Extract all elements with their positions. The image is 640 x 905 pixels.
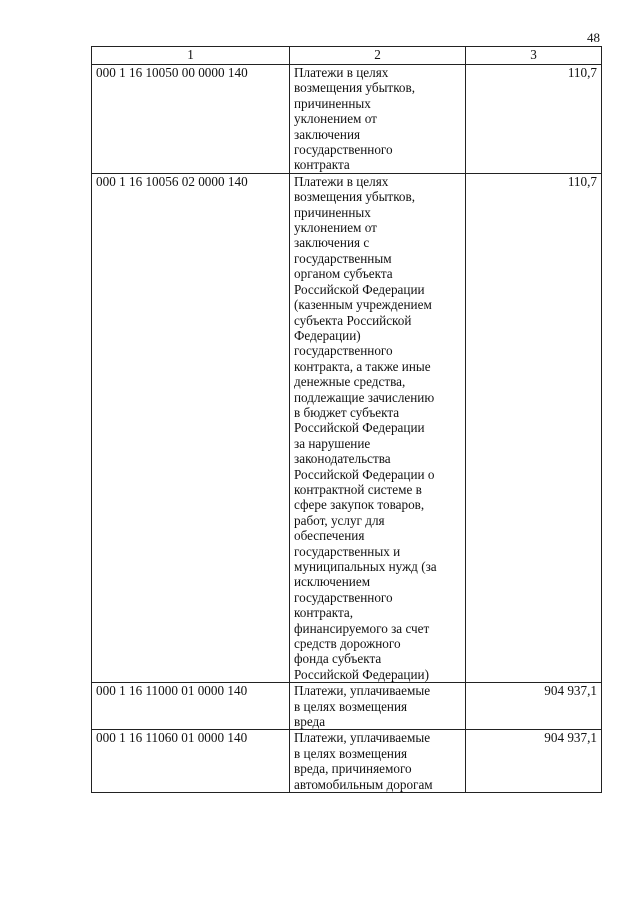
amount-cell: 110,7 xyxy=(466,173,602,682)
revenue-name-line: субъекта Российской xyxy=(294,312,412,328)
page-number: 48 xyxy=(587,30,600,45)
revenue-name-line: финансируемого за счет xyxy=(294,620,430,636)
revenue-name-line: контракта xyxy=(294,157,350,173)
revenue-name-line: возмещения убытков, xyxy=(294,80,416,96)
revenue-name-line: Платежи в целях xyxy=(294,65,389,80)
revenue-name-line: в целях возмещения xyxy=(294,698,408,714)
table-row xyxy=(92,65,602,174)
revenue-name-line: контракта, xyxy=(294,605,354,621)
revenue-name-line: фонда субъекта xyxy=(294,651,382,667)
revenue-name-line: сфере закупок товаров, xyxy=(294,497,425,513)
amount-cell: 904 937,1 xyxy=(466,683,602,730)
budget-revenue-table xyxy=(91,46,602,793)
revenue-name-line: автомобильным дорогам xyxy=(294,776,433,792)
revenue-name-line: денежные средства, xyxy=(294,374,406,390)
column-header-name: 2 xyxy=(290,47,466,65)
revenue-name-line: Платежи, уплачиваемые xyxy=(294,683,431,699)
revenue-name-line: работ, услуг для xyxy=(294,512,385,528)
revenue-name-line: обеспечения xyxy=(294,528,365,544)
amount-cell: 110,7 xyxy=(466,65,602,174)
revenue-name-line: государственного xyxy=(294,142,393,158)
revenue-name-line: вреда, причиняемого xyxy=(294,761,412,777)
table-row xyxy=(92,730,602,793)
revenue-name-line: причиненных xyxy=(294,95,371,111)
revenue-name-line: Российской Федерации xyxy=(294,281,425,297)
revenue-name-line: средств дорожного xyxy=(294,636,401,652)
revenue-name-line: органом субъекта xyxy=(294,266,393,282)
column-header-code: 1 xyxy=(92,47,290,65)
revenue-name-line: исключением xyxy=(294,574,371,590)
revenue-name-line: вреда xyxy=(294,714,326,730)
revenue-name-line: Российской Федерации xyxy=(294,420,425,436)
budget-code-cell: 000 1 16 11000 01 0000 140 xyxy=(92,683,290,730)
revenue-name-cell xyxy=(290,65,466,174)
table-row xyxy=(92,173,602,682)
revenue-name-line: государственных и xyxy=(294,543,401,559)
revenue-name-line: в бюджет субъекта xyxy=(294,404,400,420)
budget-code-cell: 000 1 16 10050 00 0000 140 xyxy=(92,65,290,174)
table-body xyxy=(92,65,602,793)
revenue-name-line: в целях возмещения xyxy=(294,745,408,761)
revenue-name-line: Платежи в целях xyxy=(294,173,389,189)
revenue-name-cell xyxy=(290,683,466,730)
revenue-name-line: государственного xyxy=(294,343,393,359)
amount-cell: 904 937,1 xyxy=(466,730,602,793)
revenue-name-line: заключения с xyxy=(294,235,370,251)
revenue-name-line: заключения xyxy=(294,126,361,142)
revenue-name-cell xyxy=(290,730,466,793)
revenue-name-line: контрактной системе в xyxy=(294,481,422,497)
revenue-name-line: Российской Федерации о xyxy=(294,466,435,482)
revenue-name-line: муниципальных нужд (за xyxy=(294,559,437,574)
column-header-amount: 3 xyxy=(466,47,602,65)
header-row xyxy=(92,47,602,65)
revenue-name-line: Платежи, уплачиваемые xyxy=(294,730,431,746)
revenue-name-line: возмещения убытков, xyxy=(294,189,416,205)
table-row xyxy=(92,683,602,730)
revenue-name-line: государственного xyxy=(294,589,393,605)
revenue-name-cell xyxy=(290,173,466,682)
budget-code-cell: 000 1 16 10056 02 0000 140 xyxy=(92,173,290,682)
revenue-name-line: Российской Федерации) xyxy=(294,666,429,682)
revenue-name-line: подлежащие зачислению xyxy=(294,389,435,405)
revenue-name-line: законодательства xyxy=(294,451,391,467)
budget-code-cell: 000 1 16 11060 01 0000 140 xyxy=(92,730,290,793)
revenue-name-line: контракта, а также иные xyxy=(294,358,431,374)
revenue-name-line: за нарушение xyxy=(294,435,371,451)
revenue-name-line: уклонением от xyxy=(294,111,377,127)
revenue-name-line: (казенным учреждением xyxy=(294,297,432,313)
revenue-name-line: Федерации) xyxy=(294,327,361,343)
revenue-name-line: уклонением от xyxy=(294,220,377,236)
revenue-name-line: государственным xyxy=(294,250,392,266)
revenue-name-line: причиненных xyxy=(294,204,371,220)
